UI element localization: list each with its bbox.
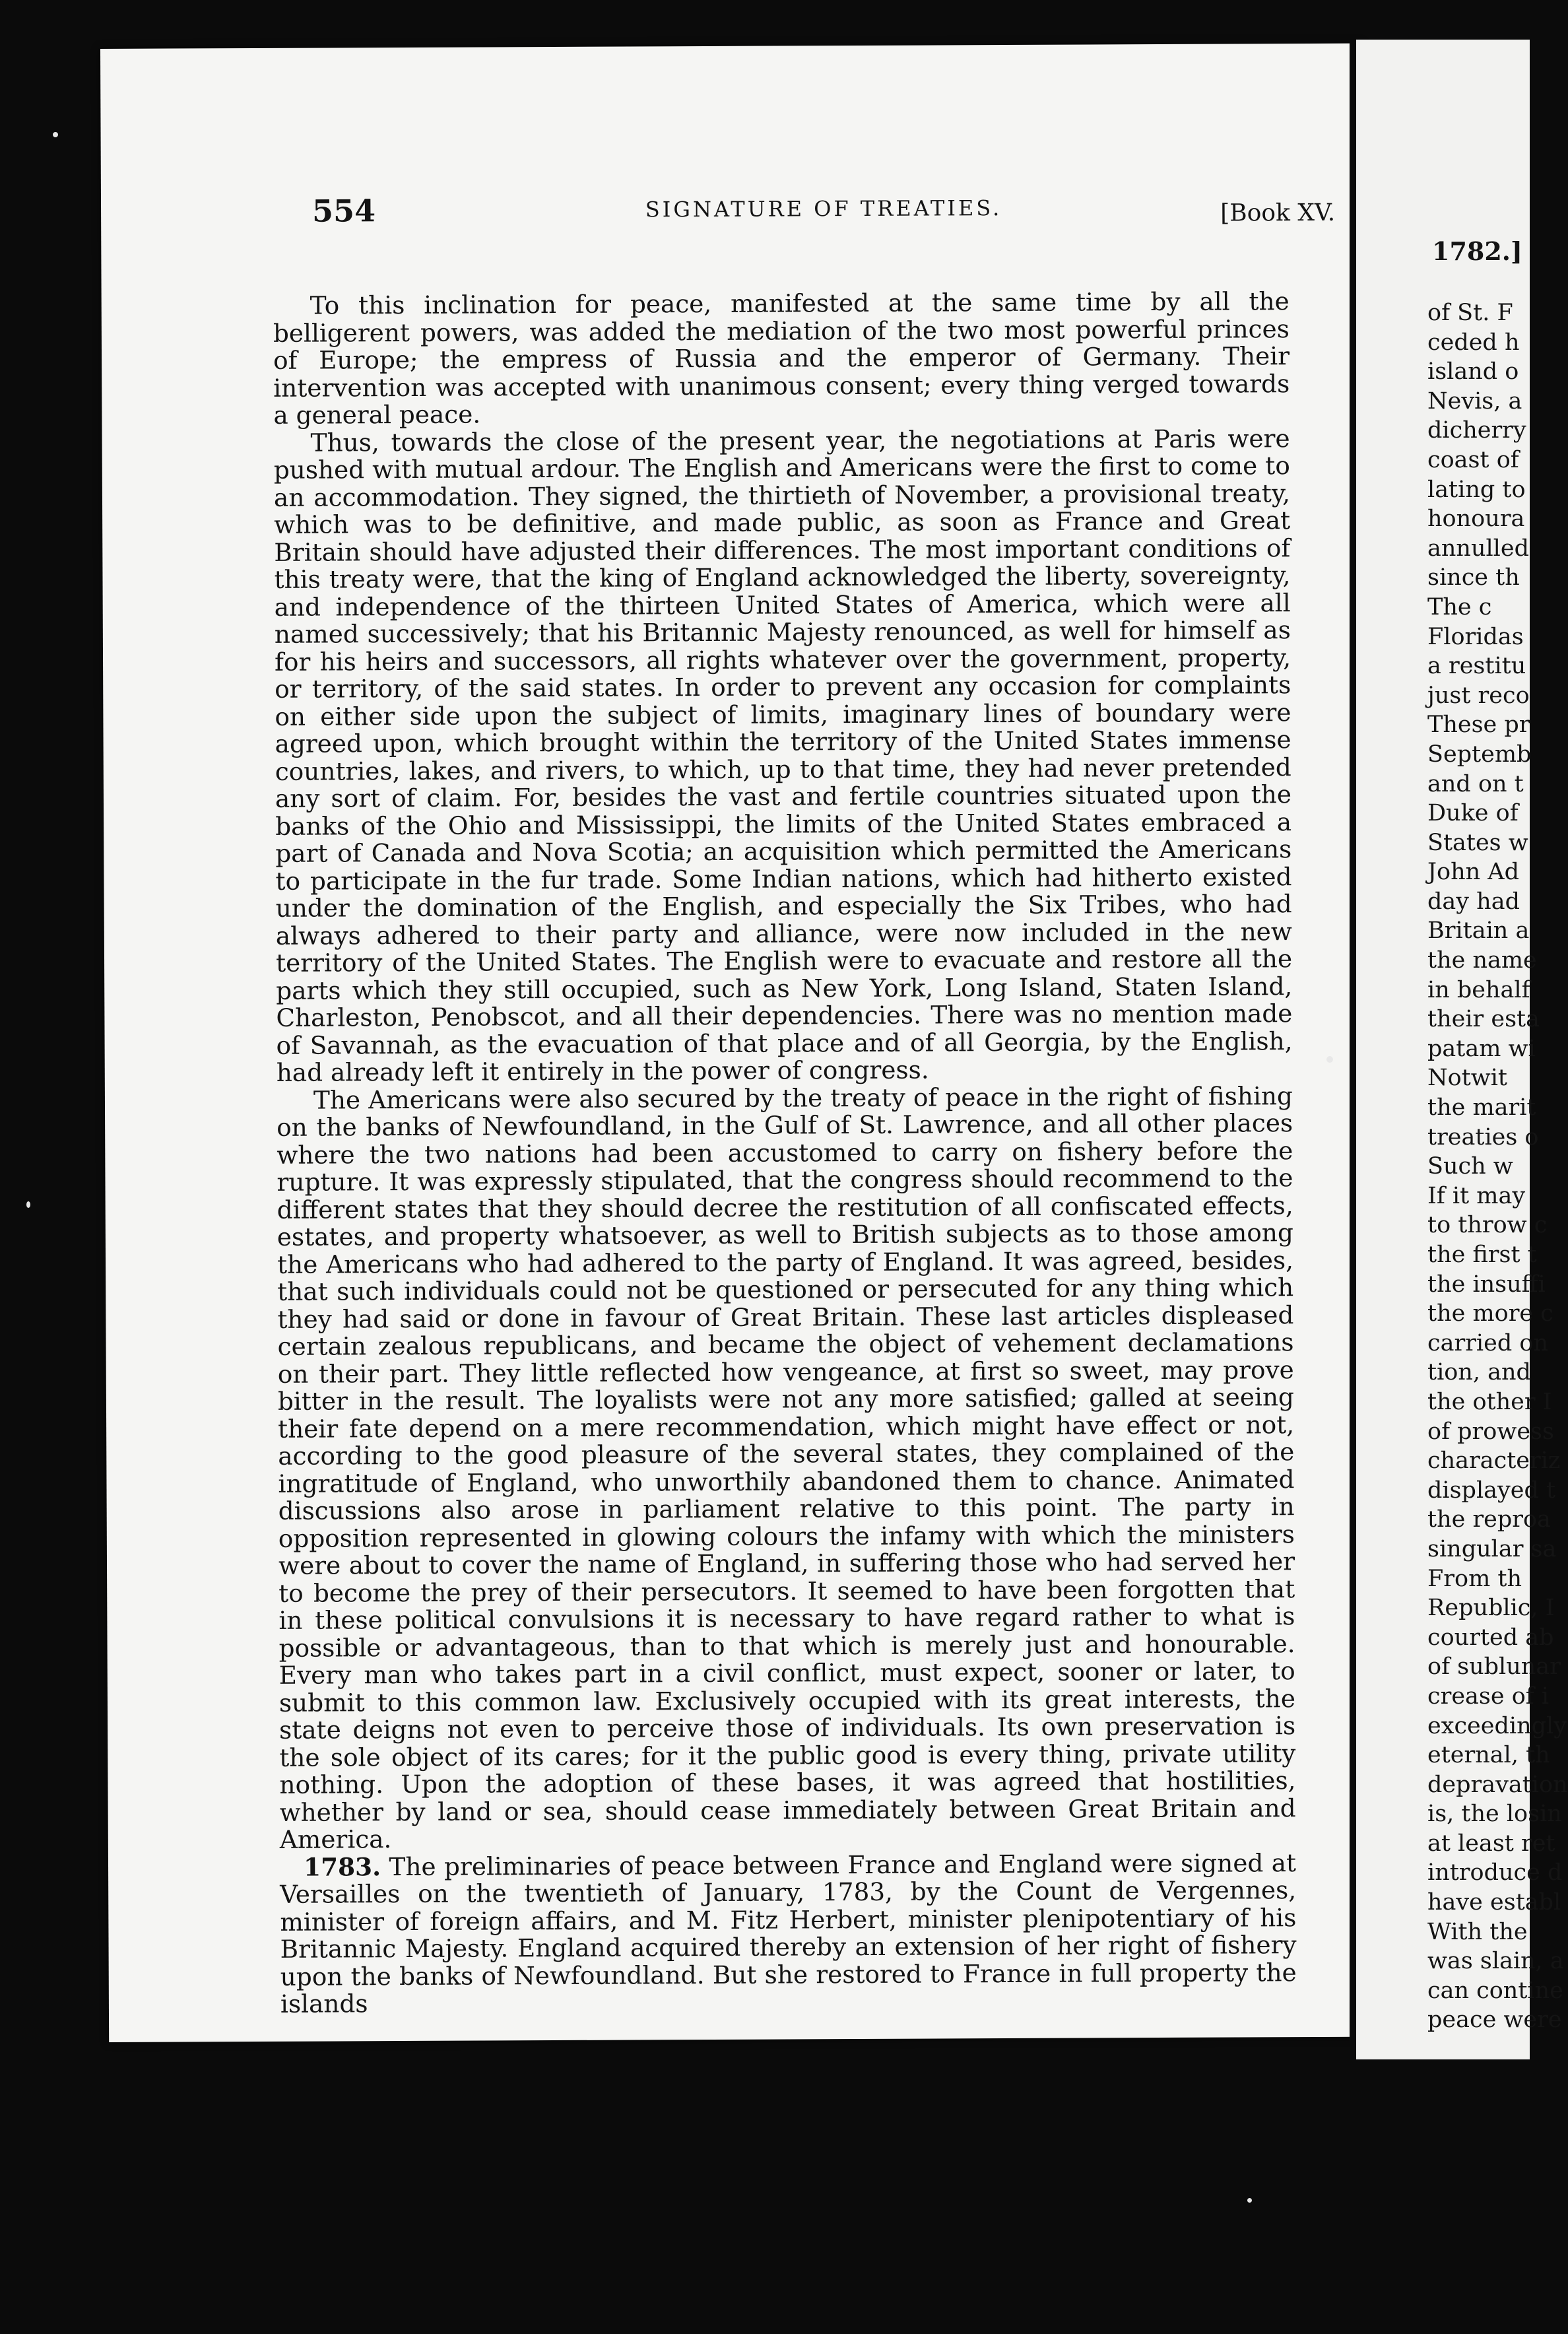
adjacent-page-line: Nevis, a [1427, 387, 1522, 415]
book-page [100, 44, 1369, 2042]
adjacent-page-line: have establ [1427, 1889, 1561, 1916]
adjacent-page-line: courted ab [1427, 1624, 1554, 1651]
adjacent-page-line: of St. F [1427, 300, 1513, 326]
body-text [273, 288, 1297, 2018]
adjacent-page-line: States w [1427, 829, 1528, 856]
adjacent-page-line: exceedingly [1427, 1712, 1567, 1739]
adjacent-page-line: the reproa [1427, 1506, 1551, 1533]
adjacent-page-line: displayed t [1427, 1477, 1556, 1504]
adjacent-page-line: tion, and [1427, 1359, 1531, 1386]
adjacent-page-line: Such w [1427, 1153, 1513, 1180]
adjacent-page-line: John Ad [1427, 859, 1519, 886]
adjacent-page-line: just reco [1427, 682, 1530, 709]
adjacent-page-line: Notwit [1427, 1065, 1507, 1092]
paragraph: The Americans were also secured by the treaty of peace in the right of fishing on the banks of Newfoundland, in the Gulf of St. Lawrence, and all other places where the two nations had been accustomed to carry on fishery before the rupture. It was expressly stipulated, that the congress should recommend to the different states that they should decree the restitution of all confiscated effects, estates, and property whatsoever, as well to British subjects as to those among the Americans who had adhered to the party of England. It was agreed, besides, that such individuals could not be questioned or persecuted for any thing which they had said or done in favour of Great Britain. These last articles displeased certain zealous republicans, and became the object of vehement declamations on their part. They little reflected how vengeance, at first so sweet, may prove bitter in the result. The loyalists were not any more satisfied; galled at seeing their fate depend on a mere recommendation, which might have effect or not, according to the good pleasure of the several states, they complained of the ingratitude of England, who unworthily abandoned them to chance. Animated discussions also arose in parliament relative to this point. The party in opposition represented in glowing colours the infamy with which the ministers were about to cover the name of England, in suffering those who had served her to become the prey of their persecutors. It seemed to have been forgotten that in these political convulsions it is necessary to have regard rather to what is possible or advantageous, than to that which is merely just and honourable. Every man who takes part in a civil conflict, must expect, sooner or later, to submit to this common law. Exclusively occupied with its great interests, the state deigns not even to perceive those of individuals. Its own preservation is the sole object of its cares; for it the public good is every thing, private utility nothing. Upon the adoption of these bases, it was agreed that hostilities, whether by land or sea, should cease immediately between Great Britain and America. [277, 1081, 1296, 1854]
paragraph-text: The preliminaries of peace between France and England were signed at Versailles on the twentieth of January, 1783, by the Count de Vergennes, minister of foreign affairs, and M. Fitz Herbert, minister plenipotentiary of his Britannic Majesty. England acquired thereby an extension of her right of fishery upon the banks of Newfoundland. But she restored to France in full property the islands [280, 1848, 1297, 2018]
adjacent-page-line: characteriz [1427, 1448, 1561, 1475]
adjacent-page-line: peace were [1427, 2007, 1562, 2034]
adjacent-page-line: ceded h [1427, 329, 1520, 356]
adjacent-page-line: dicherry [1427, 417, 1526, 444]
adjacent-page-line: patam wi [1427, 1035, 1536, 1062]
year-marker: 1783. [303, 1851, 381, 1882]
adjacent-page-line: a restitu [1427, 653, 1526, 680]
adjacent-page-line: From th [1427, 1565, 1522, 1592]
adjacent-page-line: the name [1427, 947, 1537, 974]
adjacent-page-line: eternal, th [1427, 1742, 1550, 1769]
adjacent-page-line: can contine [1427, 1977, 1563, 2004]
adjacent-page-line: was slain, a [1427, 1948, 1564, 1975]
adjacent-page-line: their esta [1427, 1006, 1540, 1033]
adjacent-page-line: singular sa [1427, 1535, 1557, 1562]
adjacent-page-line: Floridas [1427, 623, 1524, 650]
scan-speck [26, 1201, 30, 1208]
adjacent-page-line: is, the losin [1427, 1801, 1562, 1828]
adjacent-page-line: since th [1427, 564, 1520, 591]
adjacent-page-line: at least ret [1427, 1830, 1555, 1857]
scan-speck [53, 132, 58, 137]
adjacent-page-header: 1782.] [1432, 236, 1522, 266]
adjacent-page-line: lating to [1427, 476, 1526, 503]
adjacent-page-line: in behalf [1427, 976, 1530, 1003]
adjacent-page-line: honoura [1427, 506, 1525, 533]
adjacent-page-line: of sublunar [1427, 1653, 1561, 1681]
adjacent-page-line: to throw c [1427, 1212, 1548, 1239]
adjacent-page-line: coast of [1427, 446, 1519, 473]
paragraph: To this inclination for peace, manifested at the same time by all the belligerent powers, was added the mediation of the two most powerful princes of Europe; the empress of Russia and the emperor of Germany. Their intervention was accepted with unanimous consent; every thing verged towards a general peace. [273, 286, 1290, 430]
adjacent-page-line: Britain a [1427, 917, 1530, 945]
adjacent-page-line: Duke of [1427, 800, 1519, 827]
adjacent-page-line: annulled [1427, 535, 1529, 562]
adjacent-page-line: and on t [1427, 770, 1524, 797]
scan-speck [1326, 1056, 1333, 1063]
adjacent-page-line: depravation [1427, 1771, 1568, 1798]
adjacent-page-lines [1427, 298, 1568, 2035]
page-header [312, 189, 1336, 273]
adjacent-page-line: the other I [1427, 1388, 1552, 1415]
adjacent-page-line: island o [1427, 358, 1519, 385]
adjacent-page-line: introduce d [1427, 1859, 1563, 1886]
adjacent-page-line: The c [1427, 593, 1492, 620]
adjacent-page [1350, 40, 1568, 2059]
adjacent-page-line: the more c [1427, 1300, 1553, 1327]
adjacent-page-line: crease of i [1427, 1683, 1550, 1710]
adjacent-page-line: Septemb [1427, 741, 1532, 768]
adjacent-page-line: the insuffi [1427, 1271, 1546, 1298]
scan-speck [1247, 2198, 1252, 2203]
book-marker: [Book XV. [1220, 199, 1336, 227]
adjacent-page-line: If it may [1427, 1182, 1526, 1209]
adjacent-page-line: the first t [1427, 1242, 1537, 1268]
adjacent-page-line: of prowess [1427, 1418, 1554, 1445]
running-title: SIGNATURE OF TREATIES. [645, 195, 1002, 222]
paragraph: Thus, towards the close of the present year, the negotiations at Paris were pushed with mutual ardour. The English and Americans were the first to come to an accommodation. They signed, the thirtieth of November, a provisional treaty, which was to be definitive, and made public, as soon as France and Great Britain should have adjusted their differences. The most important conditions of this treaty were, that the king of England acknowledged the liberty, sovereignty, and independence of the thirteen United States of America, which were all named successively; that his Britannic Majesty renounced, as well for himself as for his heirs and successors, all rights whatever over the government, property, or territory, of the said states. In order to prevent any occasion for complaints on either side upon the subject of limits, imaginary lines of boundary were agreed upon, which brought within the territory of the United States immense countries, lakes, and rivers, to which, up to that time, they had never pretended any sort of claim. For, besides the vast and fertile countries situated upon the banks of the Ohio and Mississippi, the limits of the United States embraced a part of Canada and Nova Scotia; an acquisition which permitted the Americans to participate in the fur trade. Some Indian nations, which had hitherto existed under the domination of the English, and especially the Six Tribes, who had always adhered to their party and alliance, were now included in the new territory of the United States. The English were to evacuate and restore all the parts which they still occupied, such as New York, Long Island, Staten Island, Charleston, Penobscot, and all their dependencies. There was no mention made of Savannah, as the evacuation of that place and of all Georgia, by the English, had already left it entirely in the power of congress. [273, 423, 1293, 1087]
adjacent-page-line: Republic, I [1427, 1595, 1555, 1622]
adjacent-page-line: carried on [1427, 1329, 1548, 1356]
adjacent-page-line: day had [1427, 888, 1520, 915]
page-number: 554 [311, 193, 376, 229]
adjacent-page-line: treaties o [1427, 1123, 1539, 1150]
adjacent-page-line: These pr [1427, 712, 1530, 739]
adjacent-page-line: With the [1427, 1918, 1528, 1945]
adjacent-page-line: the marit [1427, 1094, 1536, 1121]
paragraph-1783 [280, 1850, 1297, 2018]
